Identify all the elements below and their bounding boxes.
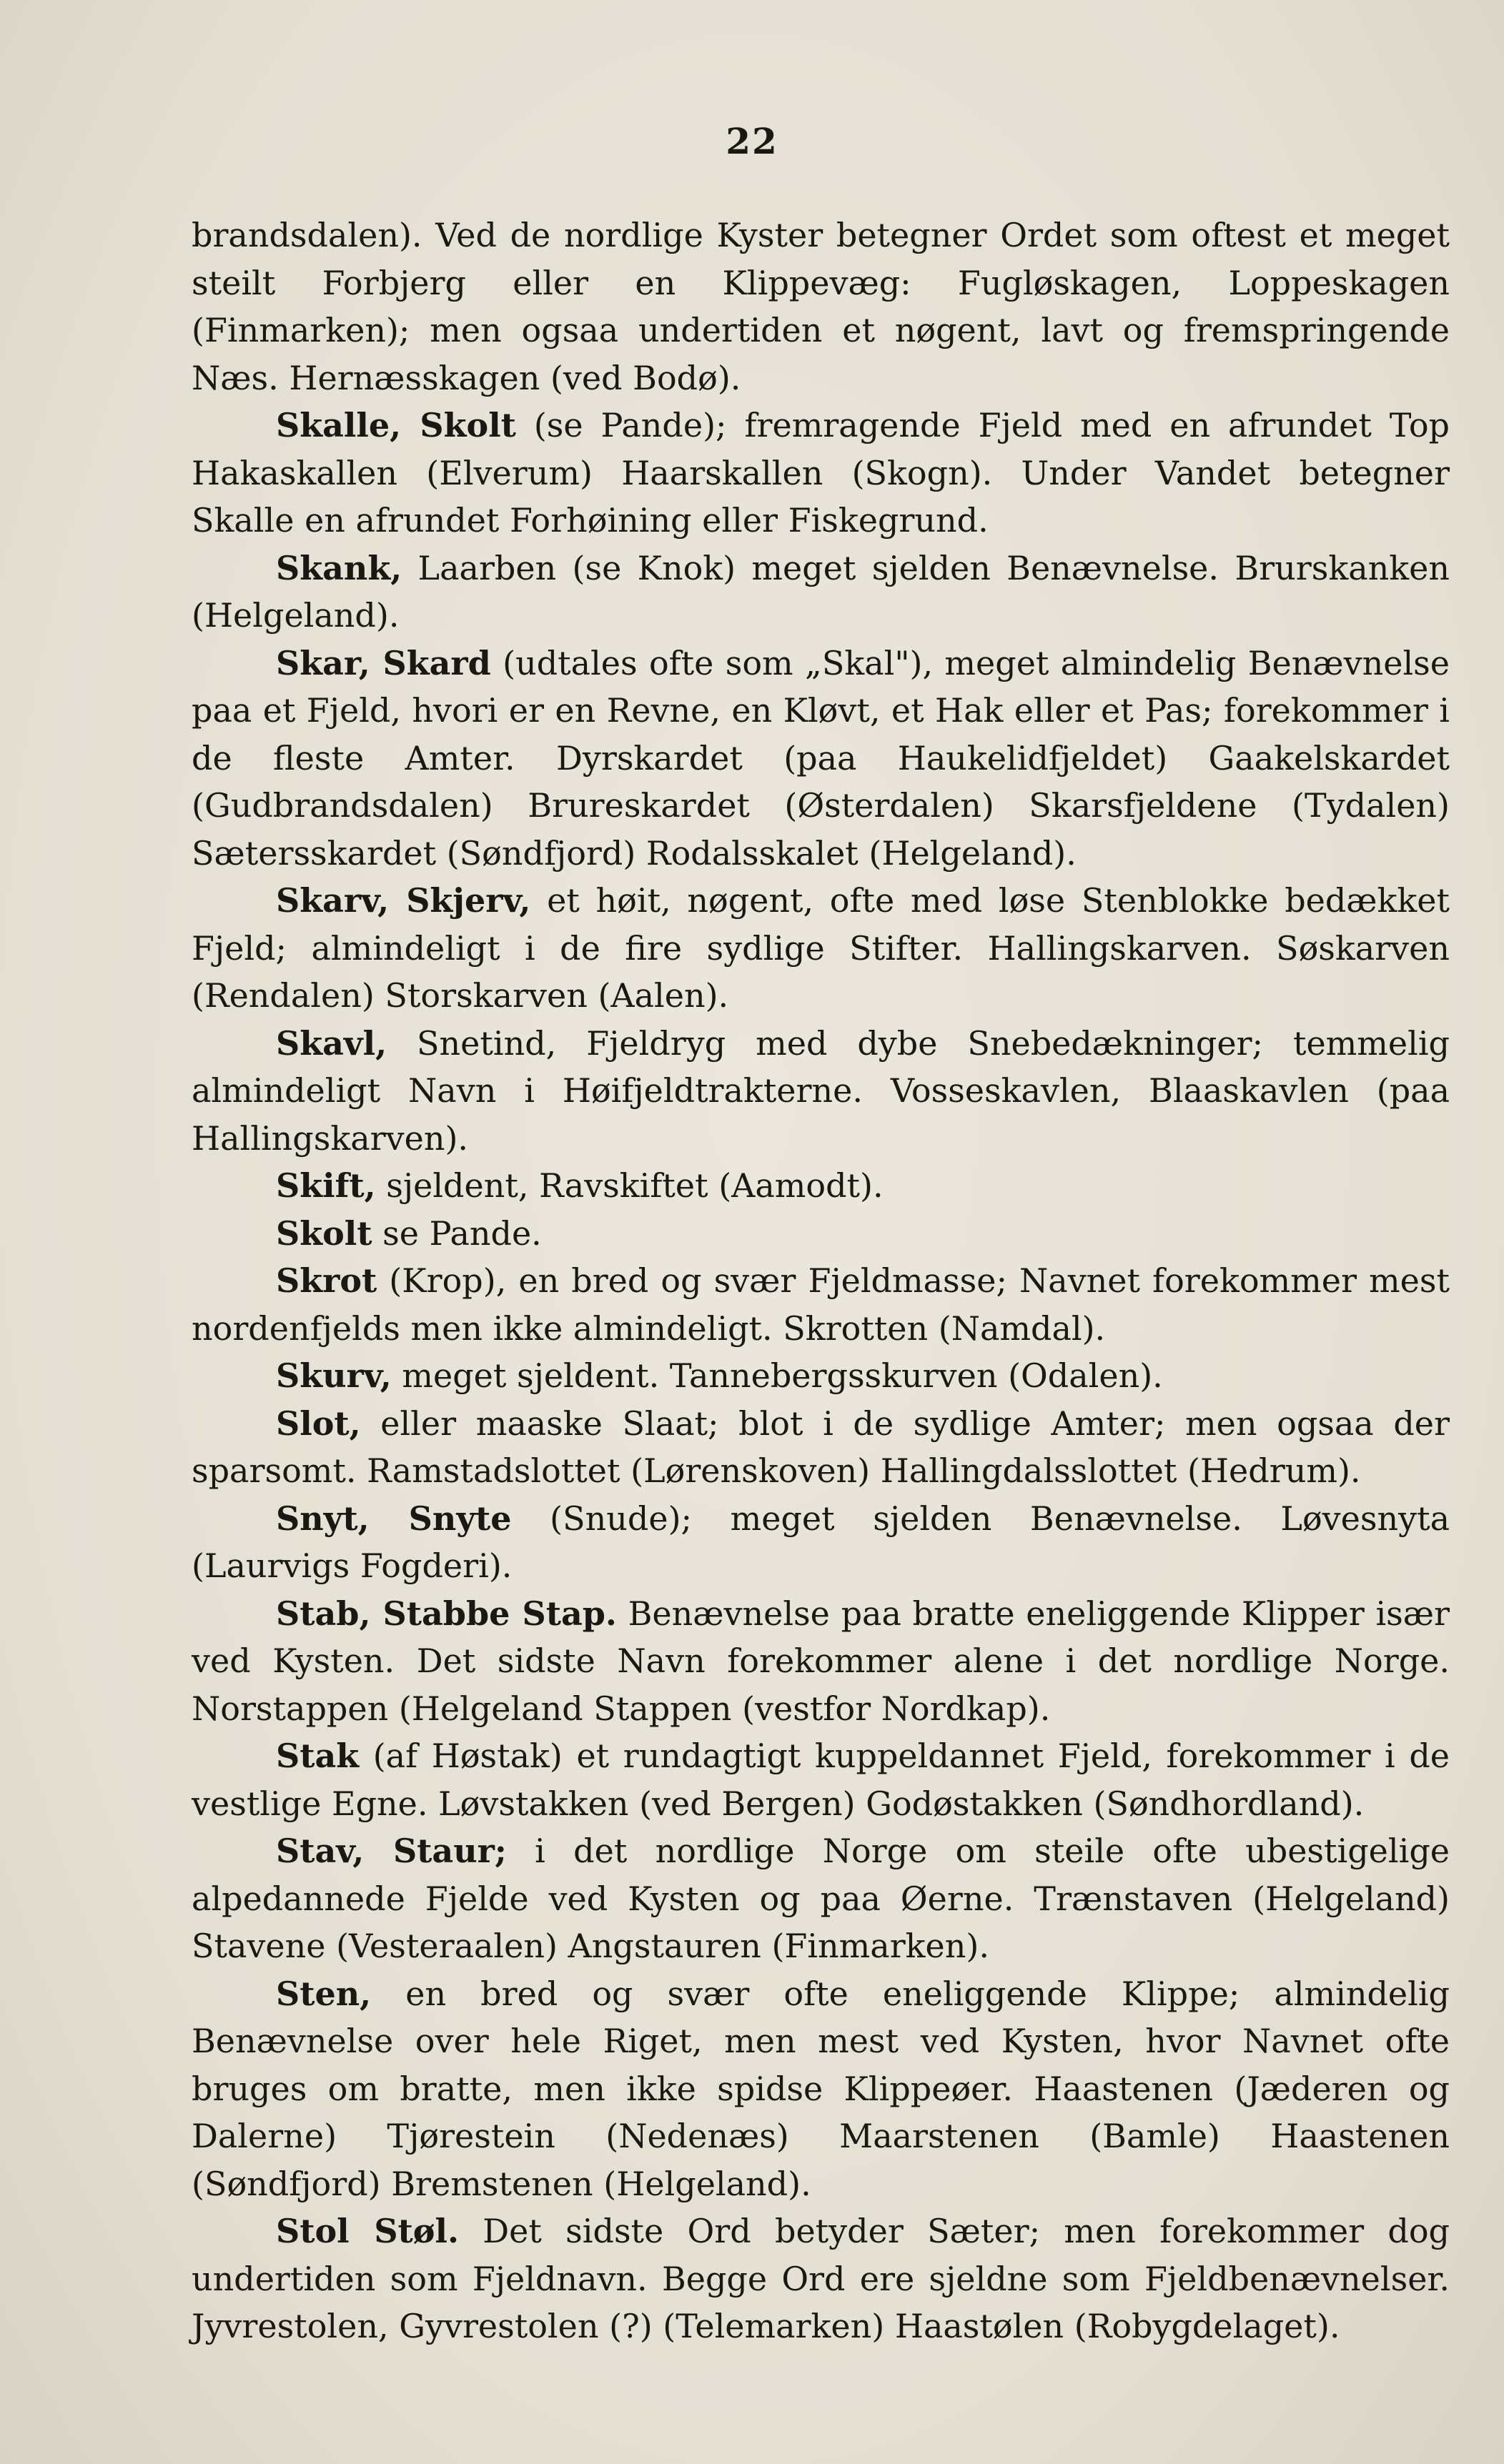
entry-stav xyxy=(192,1827,1450,1970)
entry-headword: Sten, xyxy=(276,1974,372,2013)
entry-skolt xyxy=(192,1210,1450,1258)
entry-text: Snetind, Fjeldryg med dybe Snebedækninger; temmelig almindeligt Navn i Høifjeldtrakterne. Vosseskavlen, Blaaskavlen (paa Hallingskarven). xyxy=(192,1023,1450,1158)
entry-text: se Pande. xyxy=(372,1213,542,1253)
entry-headword: Skurv, xyxy=(276,1356,392,1395)
entry-text: meget sjeldent. Tannebergsskurven (Odalen). xyxy=(391,1356,1163,1395)
entry-headword: Snyt, Snyte xyxy=(276,1499,512,1538)
entry-headword: Skift, xyxy=(276,1166,376,1205)
entry-headword: Skrot xyxy=(276,1261,377,1300)
entry-skar xyxy=(192,640,1450,878)
entry-headword: Skarv, Skjerv, xyxy=(276,881,531,920)
entry-text: en bred og svær ofte eneliggende Klippe; almindelig Benævnelse over hele Riget, men mest ved Kysten, hvor Navnet ofte bruges om bratte, men ikke spidse Klippeøer. Haastenen (Jæderen og Dalerne) Tjørestein (Nedenæs) Maarstenen (Bamle) Haastenen (Søndfjord) Bremstenen (Helgeland). xyxy=(192,1974,1450,2203)
entry-stol xyxy=(192,2207,1450,2350)
entry-text: eller maaske Slaat; blot i de sydlige Amter; men ogsaa der sparsomt. Ramstadslottet (Lørenskoven) Hallingdalsslottet (Hedrum). xyxy=(192,1404,1450,1490)
entry-headword: Stab, Stabbe Stap. xyxy=(276,1594,617,1633)
entry-text: (Krop), en bred og svær Fjeldmasse; Navnet forekommer mest nordenfjelds men ikke almindeligt. Skrotten (Namdal). xyxy=(192,1261,1450,1348)
entry-text: (Snude); meget sjelden Benævnelse. Løvesnyta (Laurvigs Fogderi). xyxy=(192,1499,1450,1585)
entry-headword: Skavl, xyxy=(276,1023,387,1063)
entry-headword: Skolt xyxy=(276,1213,372,1253)
entry-text: brandsdalen). Ved de nordlige Kyster betegner Ordet som oftest et meget steilt Forbjerg eller en Klippevæg: Fugløskagen, Loppeskagen (Finmarken); men ogsaa undertiden et nøgent, lavt og fremspringende Næs. Hernæsskagen (ved Bodø). xyxy=(192,216,1450,397)
entry-text: Laarben (se Knok) meget sjelden Benævnelse. Brurskanken (Helgeland). xyxy=(192,548,1450,635)
entry-stab xyxy=(192,1590,1450,1733)
entry-headword: Stak xyxy=(276,1737,360,1775)
entry-skrot xyxy=(192,1257,1450,1352)
entry-sten xyxy=(192,1970,1450,2208)
entry-headword: Skar, Skard xyxy=(276,643,491,682)
entry-skurv xyxy=(192,1352,1450,1400)
entry-text: i det nordlige Norge om steile ofte ubestigelige alpedannede Fjelde ved Kysten og paa Øerne. Trænstaven (Helgeland) Stavene (Vesteraalen) Angstauren (Finmarken). xyxy=(192,1832,1450,1965)
entry-continuation xyxy=(192,212,1450,402)
entry-skift xyxy=(192,1162,1450,1210)
entry-slot xyxy=(192,1400,1450,1495)
entry-stak xyxy=(192,1732,1450,1827)
dictionary-text xyxy=(192,212,1450,2350)
entry-skank xyxy=(192,545,1450,640)
entry-headword: Slot, xyxy=(276,1404,361,1443)
entry-text: sjeldent, Ravskiftet (Aamodt). xyxy=(375,1166,884,1205)
entry-skalle xyxy=(192,402,1450,545)
entry-headword: Skalle, Skolt xyxy=(276,406,516,444)
entry-text: Benævnelse paa bratte eneliggende Klipper især ved Kysten. Det sidste Navn forekommer alene i det nordlige Norge. Norstappen (Helgeland Stappen (vestfor Nordkap). xyxy=(192,1594,1450,1728)
page-number: 22 xyxy=(726,120,778,162)
entry-skavl xyxy=(192,1020,1450,1163)
entry-snyt xyxy=(192,1495,1450,1590)
entry-skarv xyxy=(192,877,1450,1020)
entry-text: Det sidste Ord betyder Sæter; men forekommer dog undertiden som Fjeldnavn. Begge Ord ere sjeldne som Fjeldbenævnelser. Jyvrestolen, Gyvrestolen (?) (Telemarken) Haastølen (Robygdelaget). xyxy=(192,2212,1450,2345)
entry-headword: Stav, Staur; xyxy=(276,1832,507,1870)
entry-headword: Stol Støl. xyxy=(276,2212,459,2250)
entry-text: (udtales ofte som „Skal"), meget almindelig Benævnelse paa et Fjeld, hvori er en Revne, en Kløvt, et Hak eller et Pas; forekommer i de fleste Amter. Dyrskardet (paa Haukelidfjeldet) Gaakelskardet (Gudbrandsdalen) Brureskardet (Østerdalen) Skarsfjeldene (Tydalen) Sætersskardet (Søndfjord) Rodalsskalet (Helgeland). xyxy=(192,643,1450,873)
entry-text: et høit, nøgent, ofte med løse Stenblokke bedækket Fjeld; almindeligt i de fire sydlige Stifter. Hallingskarven. Søskarven (Rendalen) Storskarven (Aalen). xyxy=(192,881,1450,1015)
entry-text: (se Pande); fremragende Fjeld med en afrundet Top Hakaskallen (Elverum) Haarskallen (Skogn). Under Vandet betegner Skalle en afrundet Forhøining eller Fiskegrund. xyxy=(192,406,1450,540)
entry-headword: Skank, xyxy=(276,548,402,587)
entry-text: (af Høstak) et rundagtigt kuppeldannet Fjeld, forekommer i de vestlige Egne. Løvstakken (ved Bergen) Godøstakken (Søndhordland). xyxy=(192,1737,1450,1823)
